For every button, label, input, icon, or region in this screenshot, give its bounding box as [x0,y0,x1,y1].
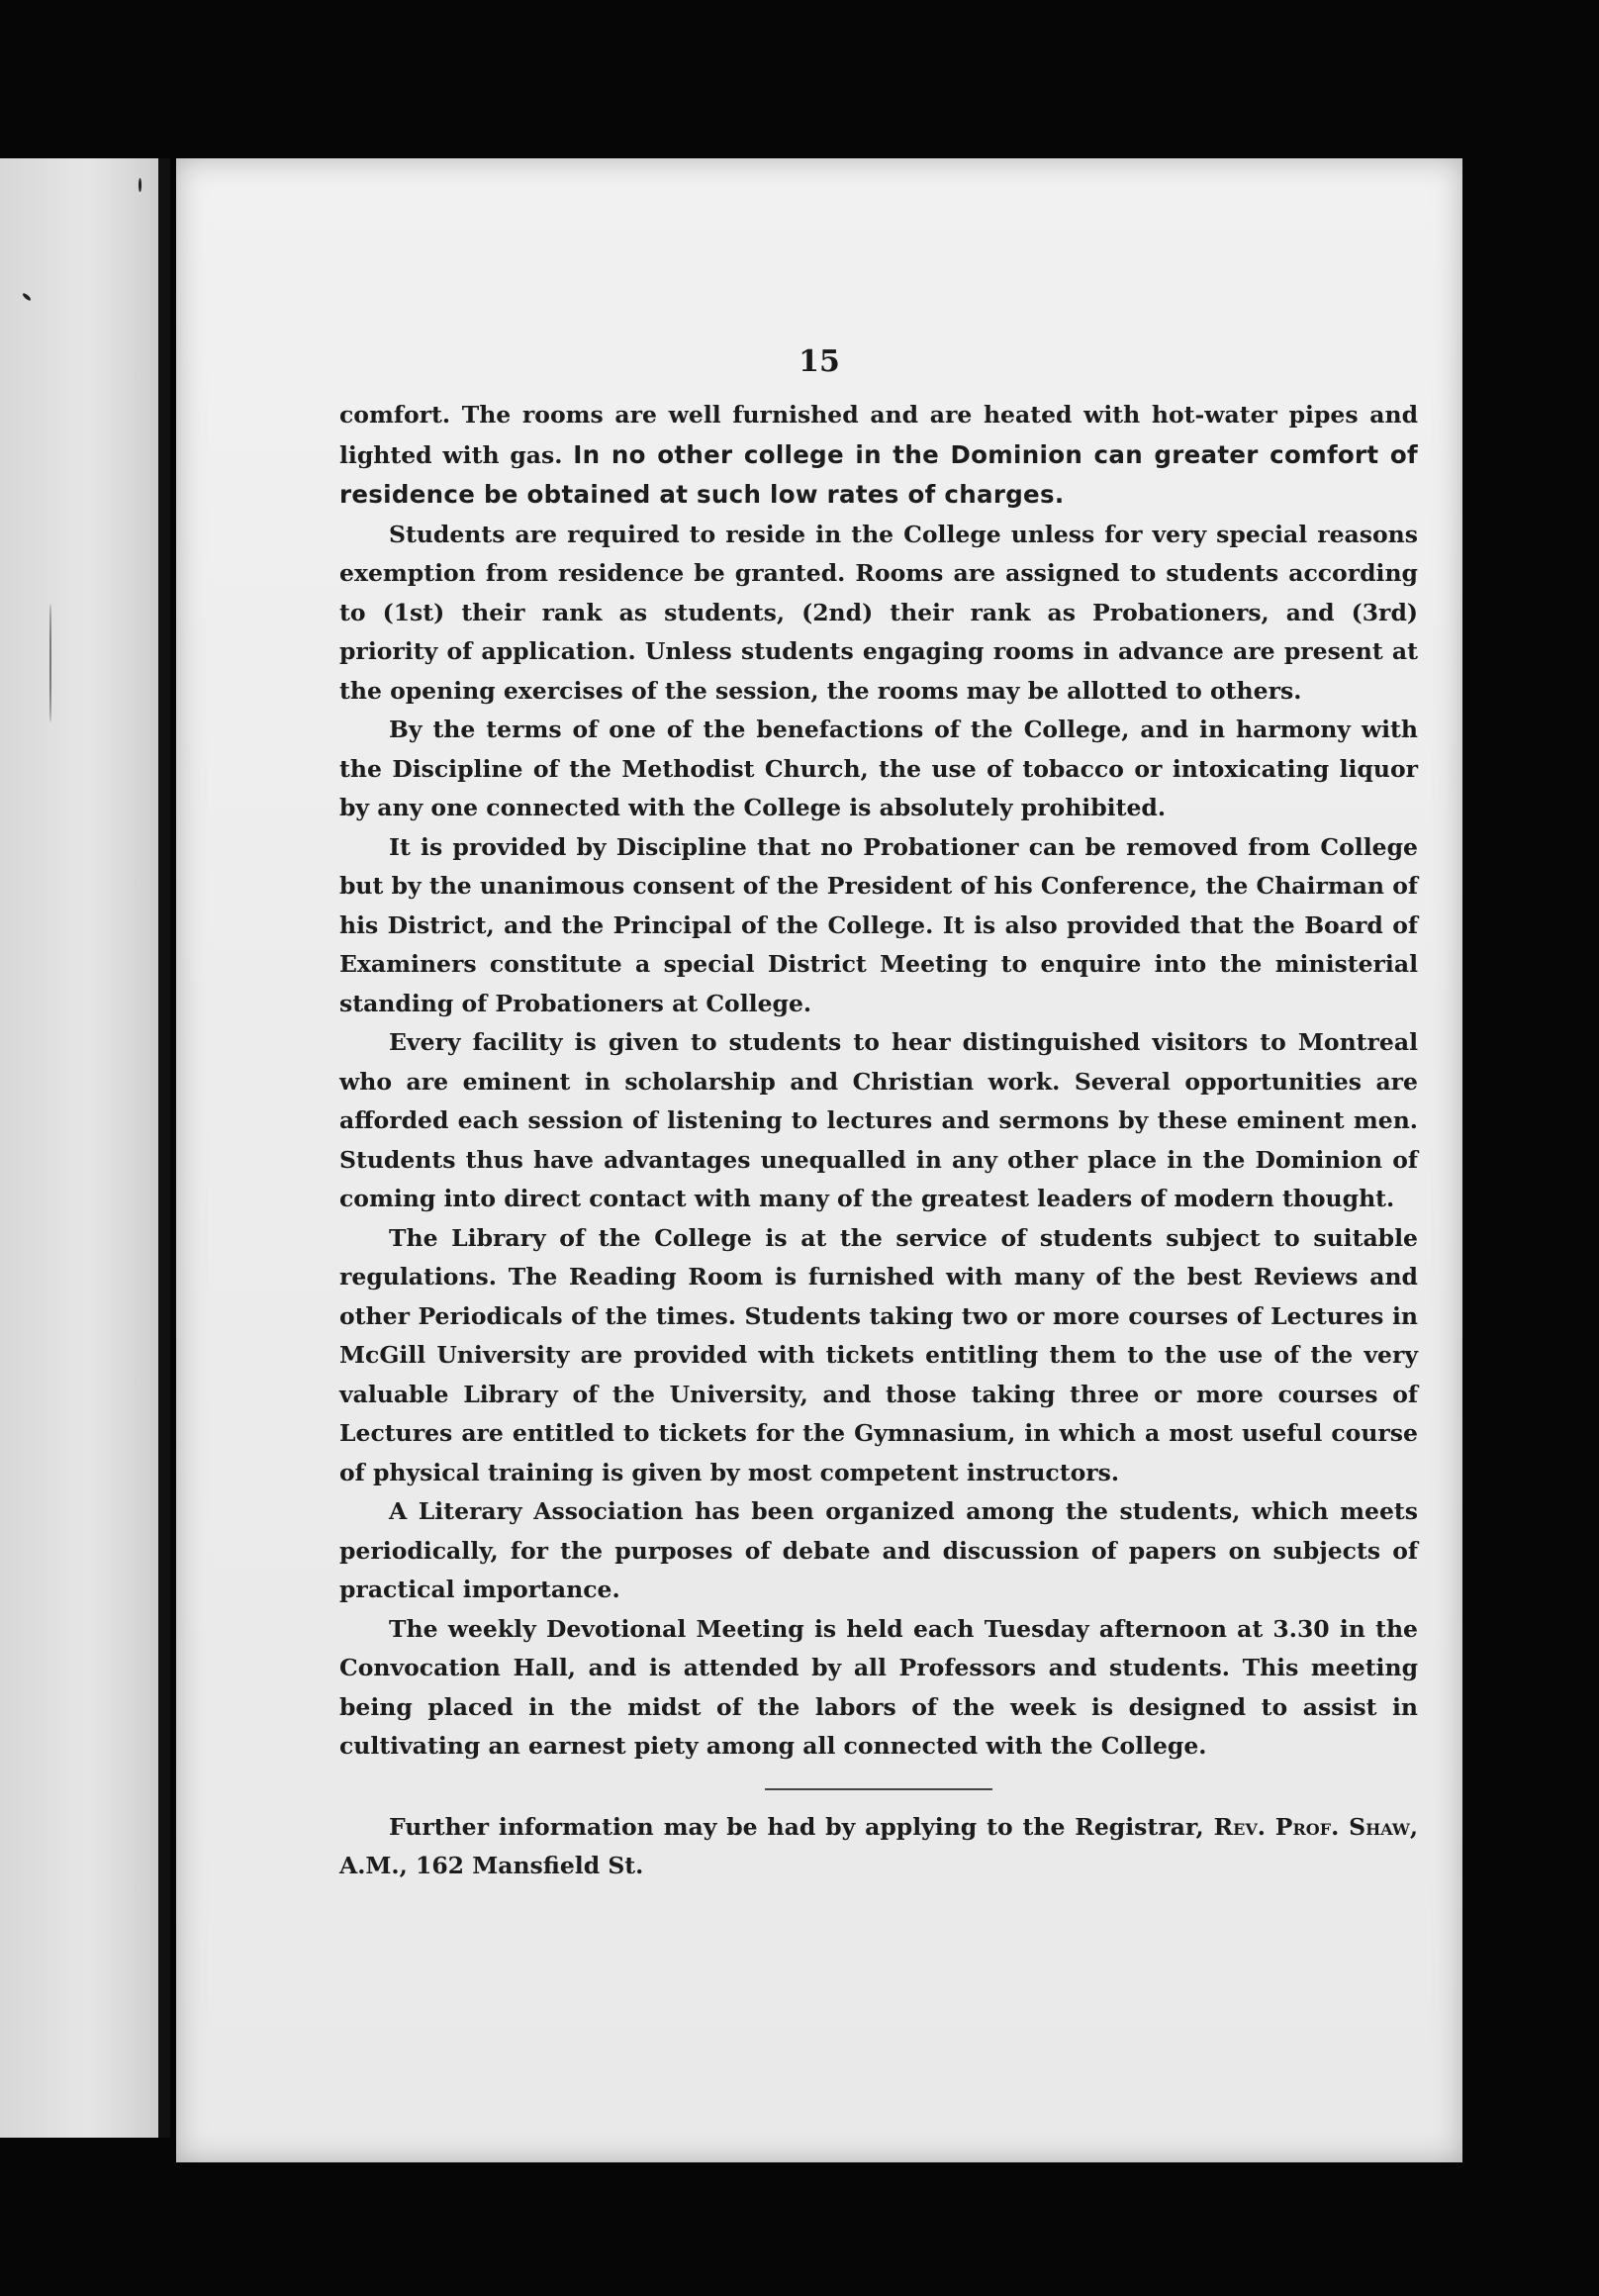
ink-speck [49,604,51,722]
paragraph-residence-rules: Students are required to reside in the College unless for very special reasons exemption from residence be granted. Rooms are assigned to students according to (1st) their rank as students, (2nd) their rank as Probationers, and (3rd) priority of application. Unless students engaging rooms in advance are present at the opening exercises of the session, the rooms may be allotted to others. [339,520,1418,705]
paragraph-library: The Library of the College is at the service of students subject to suitable regulations. The Reading Room is furnished with many of the best Reviews and other Periodicals of the times. Students taking two or more courses of Lectures in McGill University are provided with tickets entitling them to the use of the very valuable Library of the University, and those taking three or more courses of Lectures are entitled to tickets for the Gymnasium, in which a most useful course of physical training is given by most competent instructors. [339,1223,1418,1486]
document-page [176,158,1462,2162]
paragraph-probationers: It is provided by Discipline that no Probationer can be removed from College but by the unanimous consent of the President of his Conference, the Chairman of his District, and the Principal of the College. It is also provided that the Board of Examiners constitute a special District Meeting to enquire into the ministerial standing of Probationers at College. [339,832,1418,1017]
paragraph-devotional-meeting: The weekly Devotional Meeting is held each Tuesday afternoon at 3.30 in the Convocation Hall, and is attended by all Professors and students. This meeting being placed in the midst of the labors of the week is designed to assist in cultivating an earnest piety among all connected with the College. [339,1614,1418,1760]
ink-speck [139,178,141,192]
paragraph-residence-comfort [339,396,1418,516]
paragraph-further-information [339,1808,1418,1886]
paragraph-literary-association: A Literary Association has been organized among the students, which meets periodically, for the purposes of debate and discussion of papers on subjects of practical importance. [339,1497,1418,1603]
book-spine [158,158,170,2138]
ink-speck [22,292,32,301]
paragraph-visitors: Every facility is given to students to hear distinguished visitors to Montreal who are eminent in scholarship and Christian work. Several opportunities are afforded each session of listening to lectures and sermons by these eminent men. Students thus have advantages unequalled in any other place in the Dominion of coming into direct contact with many of the greatest leaders of modern thought. [339,1028,1418,1212]
registrar-address: , A.M., 162 Mansfield St. [339,1812,1418,1879]
emphasized-statement: In no other college in the Dominion can greater comfort of residence be obtained at such low rates of charges. [339,439,1418,509]
paragraph-text: comfort. The rooms are well furnished and are heated with hot-water pipes and lighted with gas. [339,401,1418,469]
paragraph-prohibition: By the terms of one of the benefactions of the College, and in harmony with the Discipline of the Methodist Church, the use of tobacco or intoxicating liquor by any one connected with the College is absolutely prohibited. [339,716,1418,821]
registrar-name: Rev. Prof. Shaw [1213,1812,1410,1841]
page-body [339,396,1418,1886]
section-divider [765,1788,992,1790]
facing-page-edge [0,158,158,2138]
page-number: 15 [799,344,840,379]
footer-text: Further information may be had by applying to the Registrar, [389,1812,1204,1841]
